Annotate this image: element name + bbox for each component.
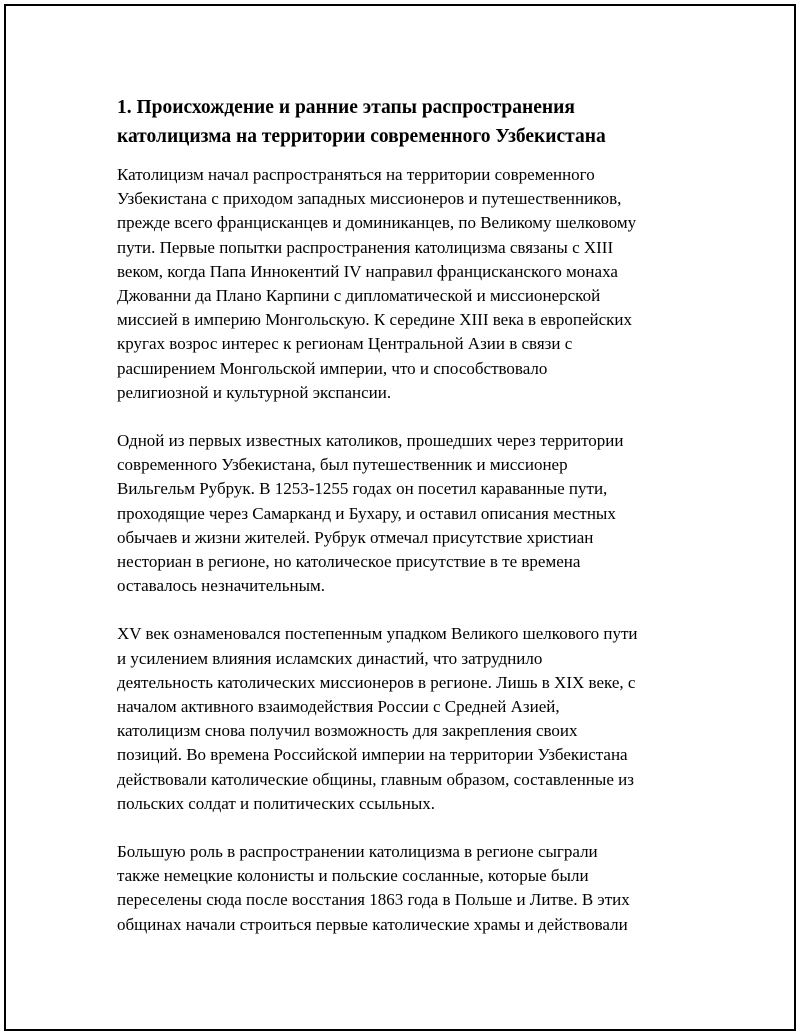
- paragraph-line: расширением Монгольской империи, что и способствовало: [117, 358, 548, 378]
- paragraph-line: началом активного взаимодействия России с Средней Азией,: [117, 697, 560, 717]
- paragraph-line: позиций. Во времена Российской империи на территории Узбекистана: [117, 745, 628, 765]
- paragraph-line: пути. Первые попытки распространения католицизма связаны с XIII: [117, 237, 614, 257]
- paragraph-line: современного Узбекистана, был путешественник и миссионер: [117, 455, 568, 475]
- paragraph-line: Джованни да Плано Карпини с дипломатической и миссионерской: [117, 286, 601, 306]
- heading-line: католицизма на территории современного Узбекистана: [117, 126, 606, 147]
- heading-line: 1. Происхождение и ранние этапы распространения: [117, 97, 575, 118]
- paragraph-4: [117, 840, 687, 937]
- paragraph-line: оставалось незначительным.: [117, 576, 326, 596]
- paragraph-line: католицизм снова получил возможность для закрепления своих: [117, 721, 578, 741]
- paragraph-line: деятельность католических миссионеров в регионе. Лишь в XIX веке, с: [117, 672, 636, 692]
- paragraph-line: Большую роль в распространении католицизма в регионе сыграли: [117, 842, 598, 862]
- paragraph-line: несториан в регионе, но католическое присутствие в те времена: [117, 552, 581, 572]
- paragraph-line: Католицизм начал распространяться на территории современного: [117, 165, 595, 184]
- paragraph-line: переселены сюда после восстания 1863 года в Польше и Литве. В этих: [117, 890, 630, 910]
- paragraph-line: польских солдат и политических ссыльных.: [117, 793, 436, 813]
- paragraph-line: прежде всего францисканцев и доминиканцев, по Великому шелковому: [117, 213, 637, 233]
- paragraph-line: действовали католические общины, главным образом, составленные из: [117, 769, 634, 789]
- paragraph-line: и усилением влияния исламских династий, что затруднило: [117, 648, 543, 668]
- paragraph-line: Узбекистана с приходом западных миссионеров и путешественников,: [117, 189, 622, 209]
- paragraph-3: [117, 622, 687, 816]
- paragraph-line: миссией в империю Монгольскую. К середине XIII века в европейских: [117, 310, 632, 330]
- paragraph-line: обычаев и жизни жителей. Рубрук отмечал присутствие христиан: [117, 527, 594, 547]
- paragraph-line: Вильгельм Рубрук. В 1253-1255 годах он посетил караванные пути,: [117, 479, 608, 499]
- paragraph-line: XV век ознаменовался постепенным упадком Великого шелкового пути: [117, 624, 638, 644]
- paragraph-line: проходящие через Самарканд и Бухару, и оставил описания местных: [117, 503, 616, 523]
- paragraph-line: также немецкие колонисты и польские сосланные, которые были: [117, 866, 589, 886]
- paragraph-1: [117, 163, 687, 405]
- section-heading: [117, 93, 687, 151]
- paragraph-line: общинах начали строиться первые католические храмы и действовали: [117, 914, 628, 934]
- paragraph-line: веком, когда Папа Иннокентий IV направил францисканского монаха: [117, 261, 618, 281]
- paragraph-line: Одной из первых известных католиков, прошедших через территории: [117, 431, 624, 451]
- document-body: [117, 93, 687, 961]
- paragraph-line: кругах возрос интерес к регионам Центральной Азии в связи с: [117, 334, 573, 354]
- paragraph-line: религиозной и культурной экспансии.: [117, 382, 392, 402]
- paragraph-2: [117, 429, 687, 598]
